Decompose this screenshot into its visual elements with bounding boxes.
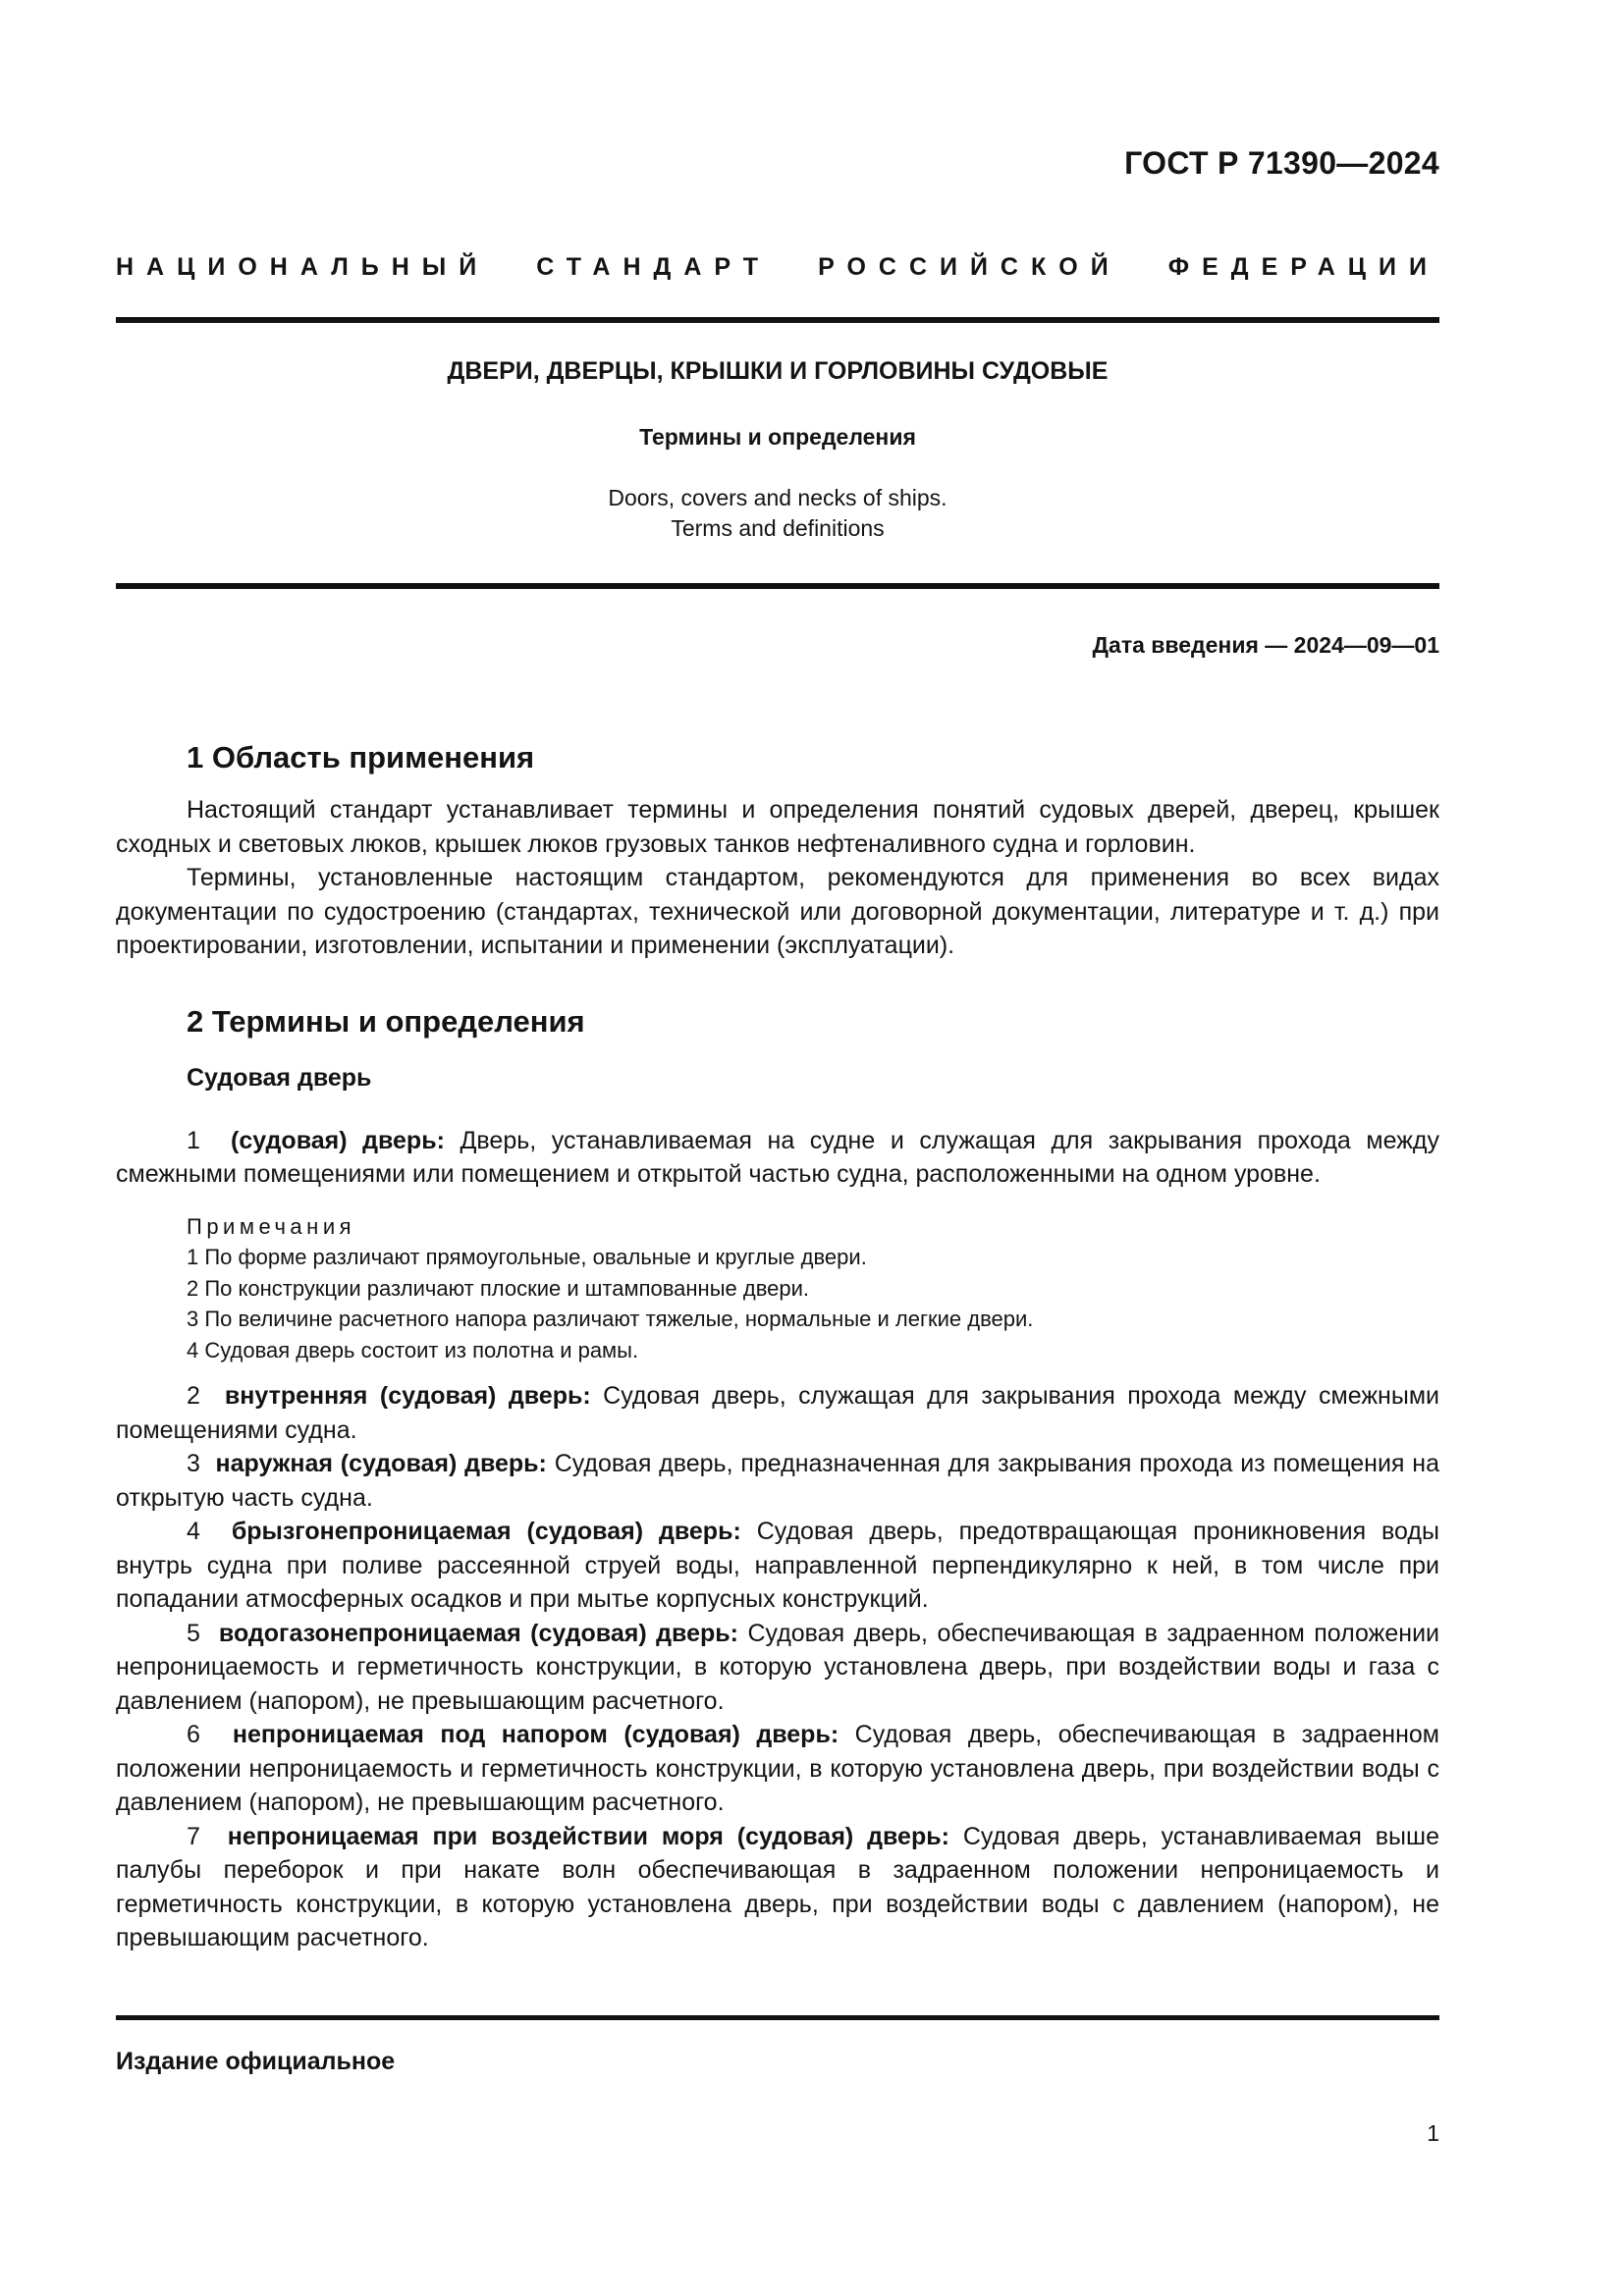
section-2-heading: 2 Термины и определения — [187, 1003, 585, 1039]
term-number: 3 — [187, 1450, 200, 1477]
term-definition: Судовая дверь, служащая для закрывания прохода между смежными помещениями судна. — [116, 1382, 1439, 1444]
term-number: 7 — [187, 1822, 200, 1850]
term-name: водогазонепроницаемая (судовая) дверь: — [218, 1619, 738, 1647]
section-1-heading: 1 Область применения — [187, 740, 535, 774]
standard-number: ГОСТ Р 71390—2024 — [1124, 145, 1439, 181]
banner-word: НАЦИОНАЛЬНЫЙ — [116, 253, 490, 281]
term-definition: Судовая дверь, предотвращающая проникновения воды внутрь судна при поливе рассеянной струей воды, направленной перпендикулярно к ней, в том числе при попадании атмосферных осадков и при мытье корпусных конструкций. — [116, 1518, 1439, 1613]
banner-word: СТАНДАРТ — [536, 253, 772, 281]
english-title — [116, 483, 1439, 544]
header-rule-bottom — [116, 583, 1439, 589]
introduction-date: Дата введения — 2024—09—01 — [1092, 632, 1439, 658]
term-name: внутренняя (судовая) дверь: — [224, 1382, 591, 1410]
banner-word: РОССИЙСКОЙ — [818, 253, 1121, 281]
footer-rule — [116, 2015, 1439, 2020]
section-1-paragraph: Настоящий стандарт устанавливает термины и определения понятий судовых дверей, дверец, крышек сходных и световых люков, крышек люков грузовых танков нефтеналивного судна и горловин. — [116, 796, 1439, 858]
document-body — [116, 738, 1439, 1955]
term-entry — [116, 1820, 1439, 1955]
term-entry — [116, 1617, 1439, 1719]
term-name: (судовая) дверь: — [231, 1126, 445, 1154]
term-number: 5 — [187, 1619, 200, 1647]
term-name: непроницаемая под напором (судовая) дверь: — [232, 1721, 839, 1748]
term-entry — [116, 1379, 1439, 1447]
english-title-line: Doors, covers and necks of ships. — [608, 485, 947, 510]
term-number: 1 — [187, 1126, 200, 1154]
section-1-paragraph: Термины, установленные настоящим стандартом, рекомендуются для применения во всех видах документации по судостроению (стандартах, технической или договорной документации, литературе и т. д.) при проектировании, изготовлении, испытании и применении (эксплуатации). — [116, 864, 1439, 959]
term-definition: Судовая дверь, предназначенная для закрывания прохода из помещения на открытую часть судна. — [116, 1450, 1439, 1512]
term-definition: Судовая дверь, устанавливаемая выше палубы переборок и при накате волн обеспечивающая в задраенном положении непроницаемость и герметичность конструкции, в которую установлена дверь, при воздействии воды с давлением (напором), не превышающим расчетного. — [116, 1822, 1439, 1951]
term-name: непроницаемая при воздействии моря (судовая) дверь: — [227, 1822, 949, 1850]
notes-block — [116, 1211, 1439, 1366]
term-definition: Судовая дверь, обеспечивающая в задраенном положении непроницаемость и герметичность конструкции, в которую установлена дверь, при воздействии воды с давлением (напором), не превышающим расчетного. — [116, 1721, 1439, 1816]
page-number: 1 — [1427, 2120, 1439, 2146]
document-subtitle: Термины и определения — [639, 424, 916, 450]
national-standard-banner — [116, 253, 1439, 282]
term-definition: Дверь, устанавливаемая на судне и служащая для закрывания прохода между смежными помещениями или помещением и открытой частью судна, расположенными на одном уровне. — [116, 1126, 1439, 1188]
header-rule-top — [116, 317, 1439, 323]
term-entry — [116, 1718, 1439, 1820]
banner-word: ФЕДЕРАЦИИ — [1167, 253, 1439, 281]
term-entry — [116, 1447, 1439, 1515]
term-name: брызгонепроницаемая (судовая) дверь: — [231, 1518, 741, 1545]
term-number: 6 — [187, 1721, 200, 1748]
official-edition-label: Издание официальное — [116, 2048, 396, 2075]
term-name: наружная (судовая) дверь: — [215, 1450, 547, 1477]
notes-heading: Примечания — [187, 1213, 356, 1239]
term-definition: Судовая дверь, обеспечивающая в задраенном положении непроницаемость и герметичность конструкции, в которую установлена дверь, при воздействии воды и газа с давлением (напором), не превышающим расчетного. — [116, 1619, 1440, 1715]
note-item: 4 Судовая дверь состоит из полотна и рамы. — [187, 1337, 639, 1362]
note-item: 3 По величине расчетного напора различают тяжелые, нормальные и легкие двери. — [187, 1307, 1034, 1331]
term-entry — [116, 1124, 1439, 1192]
english-title-line: Terms and definitions — [671, 515, 885, 541]
term-number: 2 — [187, 1382, 200, 1410]
note-item: 1 По форме различают прямоугольные, овальные и круглые двери. — [187, 1245, 867, 1269]
term-number: 4 — [187, 1518, 200, 1545]
note-item: 2 По конструкции различают плоские и штампованные двери. — [187, 1275, 810, 1301]
document-title: ДВЕРИ, ДВЕРЦЫ, КРЫШКИ И ГОРЛОВИНЫ СУДОВЫЕ — [447, 357, 1109, 385]
term-entry — [116, 1515, 1439, 1617]
subsection-heading: Судовая дверь — [187, 1063, 372, 1092]
